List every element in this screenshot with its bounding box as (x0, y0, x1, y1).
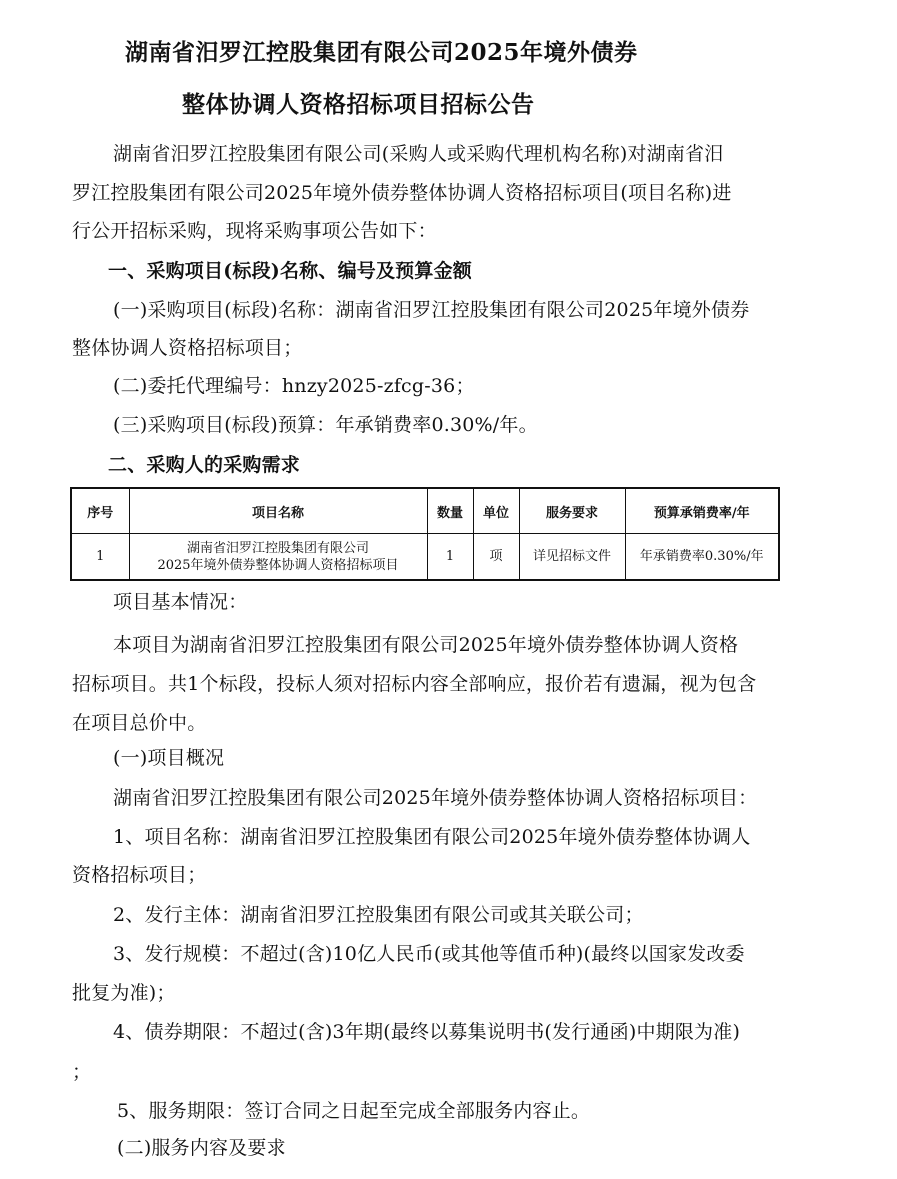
basic-heading: 项目基本情况： (113, 591, 248, 613)
section1-item1-line2: 整体协调人资格招标项目； (72, 337, 303, 359)
basic-para-line3: 在项目总价中。 (72, 712, 207, 734)
overview-item5: 5、服务期限：签订合同之日起至完成全部服务内容止。 (117, 1100, 591, 1122)
procurement-table (70, 487, 780, 581)
overview-item1-line1: 1、项目名称：湖南省汨罗江控股集团有限公司2025年境外债券整体协调人 (113, 826, 751, 848)
cell-unit: 项 (473, 534, 519, 581)
overview-item3-line2: 批复为准)； (72, 982, 176, 1004)
cell-name-line2: 2025年境外债券整体协调人资格招标项目 (157, 557, 399, 573)
cell-req: 详见招标文件 (519, 534, 625, 581)
intro-line-2: 罗江控股集团有限公司2025年境外债券整体协调人资格招标项目(项目名称)进 (72, 182, 732, 204)
section2-heading: 二、采购人的采购需求 (108, 454, 301, 476)
col-header-req: 服务要求 (519, 488, 625, 534)
basic-para-line2: 招标项目。共1个标段，投标人须对招标内容全部响应，报价若有遗漏，视为包含 (72, 673, 757, 695)
service-heading: (二)服务内容及要求 (117, 1137, 286, 1159)
overview-heading: (一)项目概况 (113, 747, 225, 769)
section1-item1-line1: (一)采购项目(标段)名称：湖南省汨罗江控股集团有限公司2025年境外债券 (113, 299, 750, 321)
table-header-row (71, 488, 779, 534)
col-header-rate: 预算承销费率/年 (625, 488, 779, 534)
cell-name (129, 534, 427, 581)
col-header-name: 项目名称 (129, 488, 427, 534)
cell-qty: 1 (427, 534, 473, 581)
cell-no: 1 (71, 534, 129, 581)
doc-title-line2: 整体协调人资格招标项目招标公告 (182, 91, 535, 118)
overview-item1-line2: 资格招标项目； (72, 864, 207, 886)
cell-rate: 年承销费率0.30%/年 (625, 534, 779, 581)
doc-title-line1: 湖南省汨罗江控股集团有限公司2025年境外债券 (125, 39, 638, 66)
overview-item4-line1: 4、债券期限：不超过(含)3年期(最终以募集说明书(发行通函)中期限为准) (113, 1021, 741, 1043)
cell-name-line1: 湖南省汨罗江控股集团有限公司 (186, 540, 369, 556)
col-header-unit: 单位 (473, 488, 519, 534)
overview-intro: 湖南省汨罗江控股集团有限公司2025年境外债券整体协调人资格招标项目： (113, 787, 758, 809)
intro-line-3: 行公开招标采购，现将采购事项公告如下： (72, 220, 437, 242)
section1-item3: (三)采购项目(标段)预算：年承销费率0.30%/年。 (113, 414, 538, 436)
section1-item2: (二)委托代理编号：hnzy2025-zfcg-36； (113, 375, 475, 397)
overview-item4-line2: ； (72, 1061, 92, 1083)
overview-item3-line1: 3、发行规模：不超过(含)10亿人民币(或其他等值币种)(最终以国家发改委 (113, 943, 745, 965)
col-header-qty: 数量 (427, 488, 473, 534)
section1-heading: 一、采购项目(标段)名称、编号及预算金额 (108, 260, 472, 282)
col-header-no: 序号 (71, 488, 129, 534)
overview-item2: 2、发行主体：湖南省汨罗江控股集团有限公司或其关联公司； (113, 904, 644, 926)
basic-para-line1: 本项目为湖南省汨罗江控股集团有限公司2025年境外债券整体协调人资格 (113, 634, 739, 656)
intro-line-1: 湖南省汨罗江控股集团有限公司(采购人或采购代理机构名称)对湖南省汨 (113, 143, 724, 165)
table-row (71, 534, 779, 581)
